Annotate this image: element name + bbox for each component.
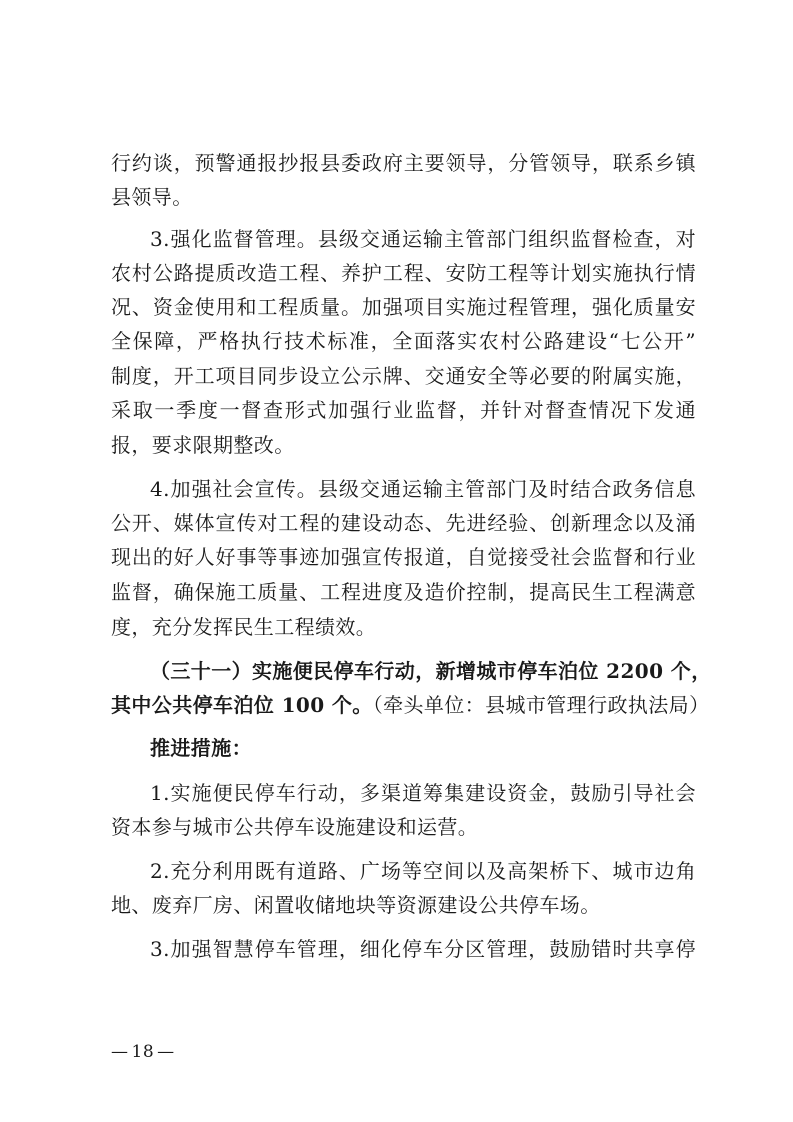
- text-line-21: 2.充分利用既有道路、广场等空间以及高架桥下、城市边角: [150, 859, 696, 883]
- text-line-4: 农村公路提质改造工程、养护工程、安防工程等计划实施执行情: [111, 261, 696, 285]
- lead-unit: （牵头单位：县城市管理行政执法局）: [372, 693, 710, 717]
- text-line-10: 4.加强社会宣传。县级交通运输主管部门及时结合政务信息: [150, 477, 696, 501]
- text-line-9: 报，要求限期整改。: [111, 433, 295, 457]
- measures-heading: 推进措施：: [150, 736, 252, 760]
- text-line-2: 县领导。: [111, 185, 193, 209]
- text-line-1: 行约谈，预警通报抄报县委政府主要领导，分管领导，联系乡镇: [111, 151, 696, 175]
- section-heading-line-2: [111, 688, 710, 722]
- text-line-22: 地、废弃厂房、闲置收储地块等资源建设公共停车场。: [111, 893, 601, 917]
- page-number-dash-right: —: [157, 1042, 175, 1062]
- text-line-12: 现出的好人好事等事迹加强宣传报道，自觉接受社会监督和行业: [111, 545, 696, 569]
- text-line-23: 3.加强智慧停车管理，细化停车分区管理，鼓励错时共享停: [150, 937, 696, 961]
- page-number-value: 18: [131, 1042, 155, 1062]
- text-line-20: 资本参与城市公共停车设施建设和运营。: [111, 815, 479, 839]
- text-line-3: 3.强化监督管理。县级交通运输主管部门组织监督检查，对: [150, 227, 696, 251]
- text-line-14: 度，充分发挥民生工程绩效。: [111, 615, 377, 639]
- page-number: [111, 1040, 175, 1064]
- text-line-7: 制度，开工项目同步设立公示牌、交通安全等必要的附属实施，: [111, 364, 696, 388]
- text-line-11: 公开、媒体宣传对工程的建设动态、先进经验、创新理念以及涌: [111, 511, 696, 535]
- text-line-5: 况、资金使用和工程质量。加强项目实施过程管理，强化质量安: [111, 295, 696, 319]
- text-line-6: 全保障，严格执行技术标准，全面落实农村公路建设“七公开”: [111, 329, 696, 353]
- text-line-8: 采取一季度一督查形式加强行业监督，并针对督查情况下发通: [111, 398, 696, 422]
- page-number-dash-left: —: [111, 1042, 129, 1062]
- text-line-13: 监督，确保施工质量、工程进度及造价控制，提高民生工程满意: [111, 580, 696, 604]
- section-heading-end: 其中公共停车泊位 100 个。: [111, 693, 373, 717]
- text-line-19: 1.实施便民停车行动，多渠道筹集建设资金，鼓励引导社会: [150, 781, 696, 805]
- section-heading-line-1: （三十一）实施便民停车行动，新增城市停车泊位 2200 个，: [150, 659, 712, 683]
